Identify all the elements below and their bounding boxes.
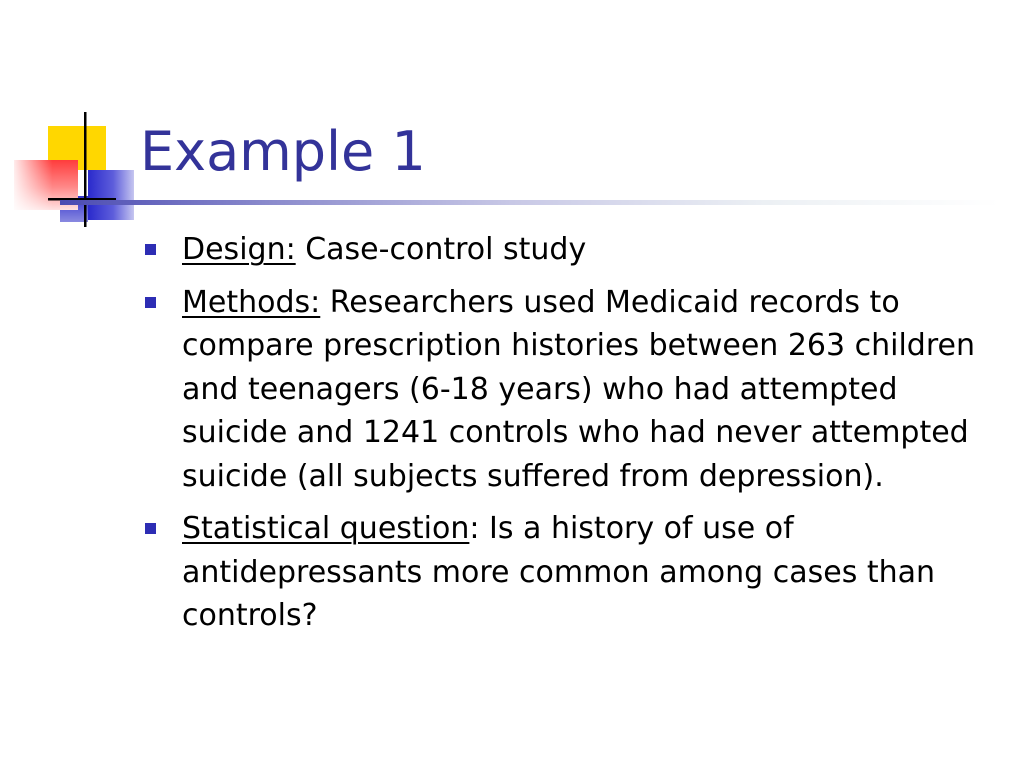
bullet-text: Case-control study [295, 232, 587, 267]
bullet-design [182, 228, 1002, 272]
bullet-text: Researchers used Medicaid records to compare prescription histories between 263 children and teenagers (6-18 years) who had attempted suicide and 1241 controls who had never attempted suicide (all subjects suffered from depression). [182, 284, 975, 494]
slide-title: Example 1 [140, 120, 426, 183]
title-divider [60, 200, 1000, 205]
bullet-list [182, 228, 1002, 647]
square-bullet-icon [145, 297, 156, 308]
bullet-methods [182, 281, 1002, 499]
bullet-term: Statistical question [182, 511, 470, 546]
square-bullet-icon [145, 523, 156, 534]
square-bullet-icon [145, 244, 156, 255]
bullet-separator: : [469, 511, 480, 546]
bullet-term: Design: [182, 232, 296, 267]
bullet-term: Methods: [182, 284, 321, 320]
bullet-statistical-question [182, 507, 1002, 638]
bullet-text: Is a history of use of antidepressants more common among cases than controls? [182, 511, 936, 633]
